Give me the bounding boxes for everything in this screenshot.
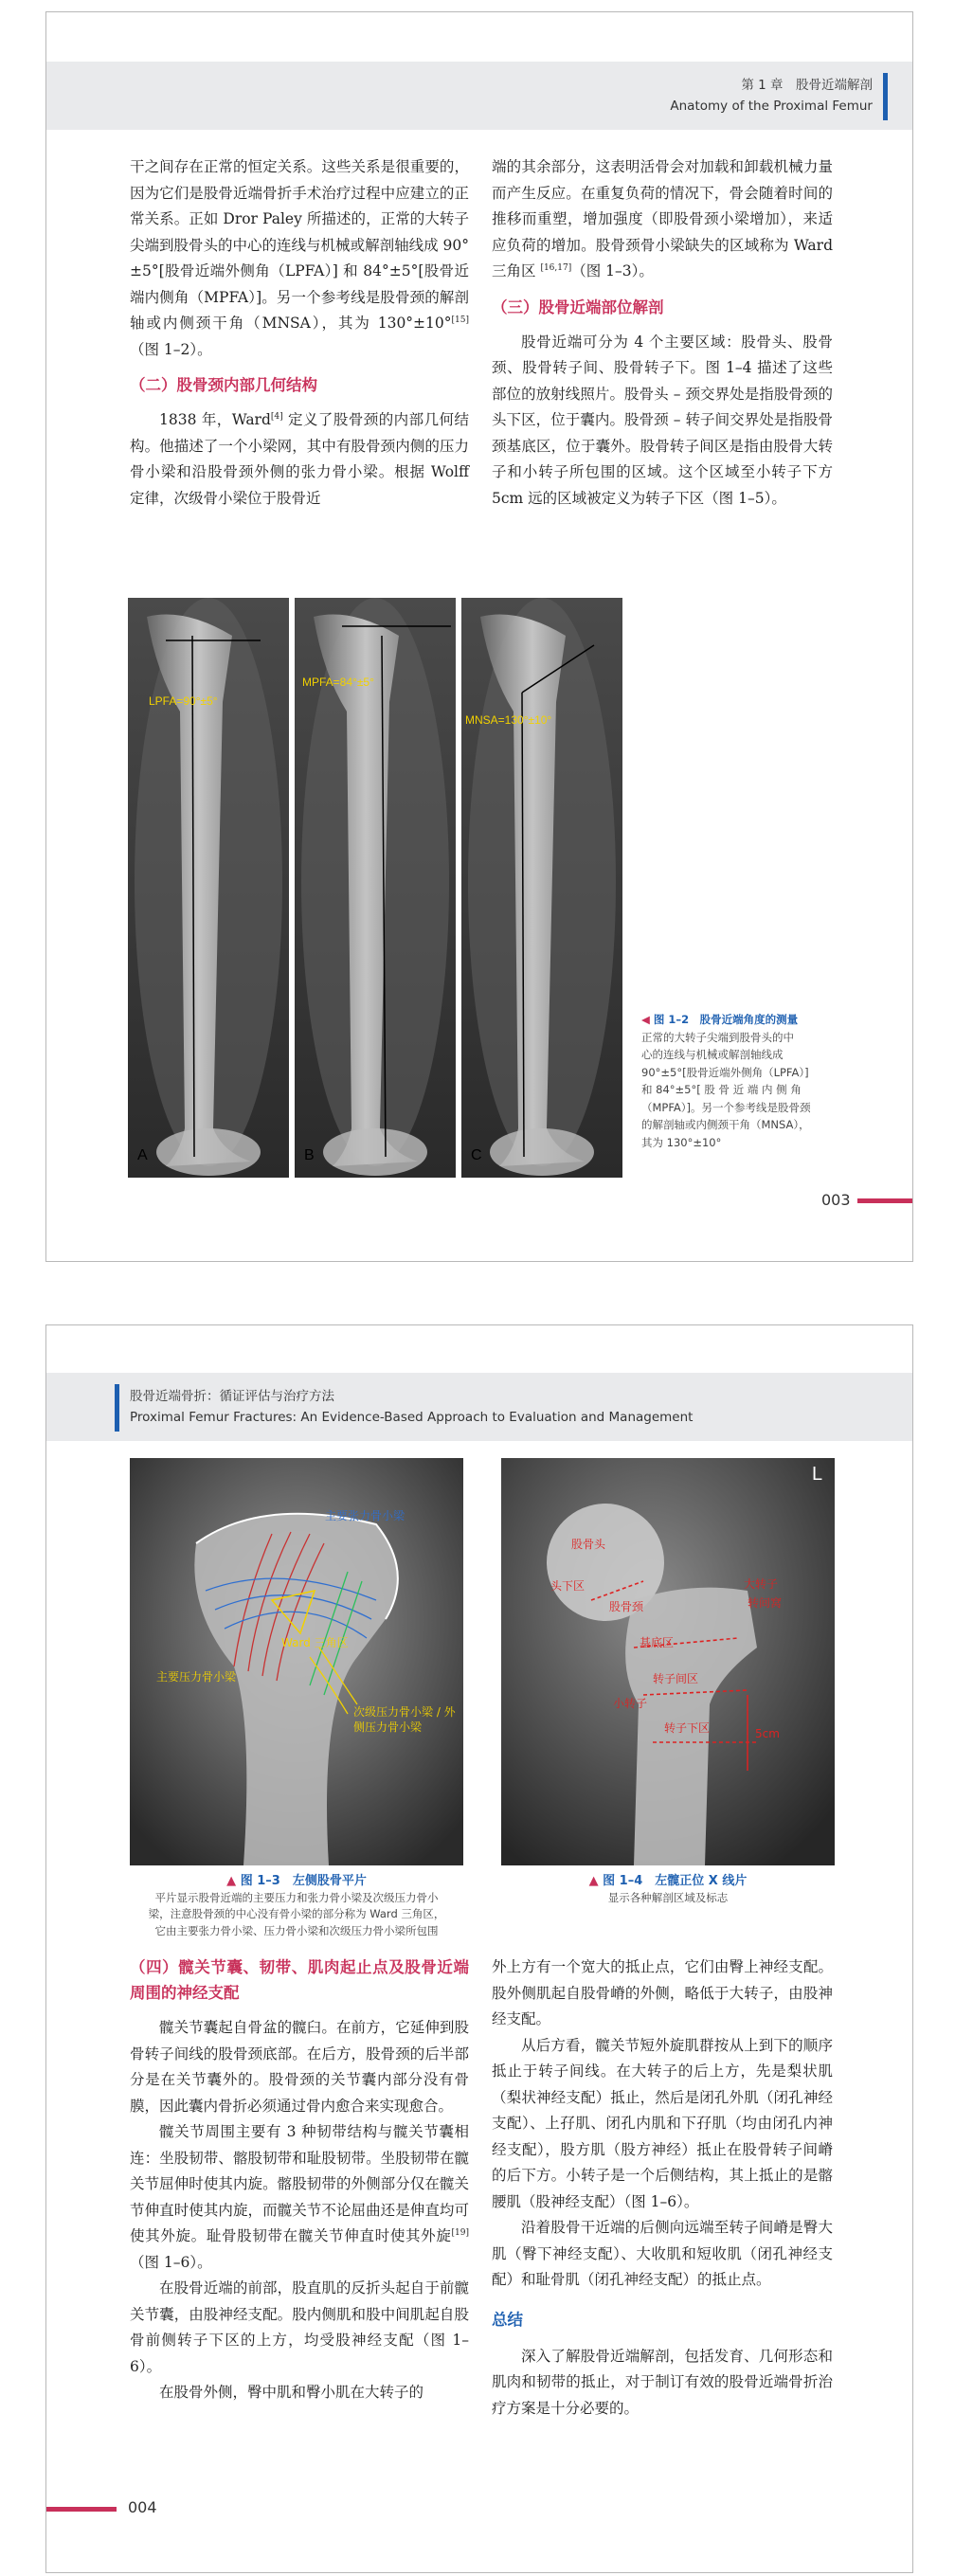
panel-letter-a: A xyxy=(137,1147,148,1163)
paragraph: 端的其余部分，这表明活骨会对加载和卸载机械力量而产生反应。在重复负荷的情况下，骨会随着时间的推移而重塑，增加强度（即股骨颈小梁增加），来适应负荷的增加。股骨颈骨小梁缺失的区域称为 Ward 三角区 [16,17]（图 1–3）。 xyxy=(492,158,833,279)
femur-xray-image xyxy=(461,598,622,1178)
label-secondary-compression: 次级压力骨小梁 / 外侧压力骨小梁 xyxy=(353,1705,456,1734)
header-chapter-en: Anatomy of the Proximal Femur xyxy=(670,99,873,114)
header-accent-bar xyxy=(115,1384,119,1432)
section-heading: （四）髋关节囊、韧带、肌肉起止点及股骨近端周围的神经支配 xyxy=(130,1958,469,2002)
header-title-en: Proximal Femur Fractures: An Evidence-Based Approach to Evaluation and Management xyxy=(130,1410,694,1425)
caption-marker: ▲ xyxy=(588,1874,599,1888)
caption-title: 图 1–2 股骨近端角度的测量 xyxy=(653,1013,799,1026)
caption-line: 心的连线与机械或解剖轴线成 xyxy=(641,1048,784,1061)
section-heading: （三）股骨近端部位解剖 xyxy=(492,297,664,316)
label-subtrochanteric: 转子下区 xyxy=(664,1721,711,1735)
trabecular-diagram xyxy=(130,1458,463,1865)
page-number-rule xyxy=(857,1198,913,1203)
label-subcapital: 头下区 xyxy=(550,1579,586,1593)
running-header xyxy=(46,62,912,130)
caption-line: （MPFA）]。另一个参考线是股骨颈 xyxy=(641,1100,811,1114)
caption-line: 它由主要张力骨小梁、压力骨小梁和次级压力骨小梁所包围 xyxy=(154,1923,439,1937)
paragraph: 深入了解股骨近端解剖，包括发育、几何形态和肌肉和韧带的抵止，对于制订有效的股骨近端骨折治疗方案是十分必要的。 xyxy=(492,2347,833,2417)
figure-1-4-caption xyxy=(499,1873,837,1906)
page-003 xyxy=(45,11,913,1262)
paragraph: 在股骨外侧，臀中肌和臀小肌在大转子的 xyxy=(159,2384,424,2401)
side-marker-l: L xyxy=(812,1464,823,1485)
right-column xyxy=(492,154,833,512)
angle-label-mpfa: MPFA=84°±5° xyxy=(302,676,374,689)
figure-1-3-radiograph xyxy=(130,1458,463,1865)
angle-label-mnsa: MNSA=130°±10° xyxy=(465,713,552,727)
hip-xray-image xyxy=(501,1458,835,1865)
radiograph-panel-b xyxy=(295,598,456,1178)
running-header xyxy=(46,1373,912,1441)
angle-label-lpfa: LPFA=90°±5° xyxy=(149,694,218,708)
label-greater-trochanter: 大转子 xyxy=(744,1577,779,1591)
citation: [16,17] xyxy=(540,262,572,273)
citation: [15] xyxy=(451,315,469,325)
section-heading: （二）股骨颈内部几何结构 xyxy=(130,376,317,394)
header-title-cn: 股骨近端骨折：循证评估与治疗方法 xyxy=(130,1389,334,1404)
caption-line: 和 84°±5°[ 股 骨 近 端 内 侧 角 xyxy=(641,1083,802,1096)
radiograph-panel-c xyxy=(461,598,622,1178)
paragraph: 沿着股骨干近端的后侧向远端至转子间嵴是臀大肌（臀下神经支配）、大收肌和短收肌（闭孔神经支配）和耻骨肌（闭孔神经支配）的抵止点。 xyxy=(492,2219,833,2288)
paragraph: 股骨近端可分为 4 个主要区域：股骨头、股骨颈、股骨转子间、股骨转子下。图 1–4 描述了这些部位的放射线照片。股骨头 – 颈交界处是指股骨颈的头下区，位于囊内。股骨颈 – 转子间交界处是指股骨颈基底区，位于囊外。股骨转子间区是指由股骨大转子和小转子所包围的区域。这个区域至小转子下方 5cm 远的区域被定义为转子下区（图 1–5）。 xyxy=(492,333,833,507)
label-trochanteric-fossa: 转间窝 xyxy=(748,1596,783,1610)
label-lesser-trochanter: 小转子 xyxy=(613,1697,648,1710)
header-accent-bar xyxy=(883,73,888,120)
figure-caption xyxy=(641,1011,840,1151)
paragraph: 1838 年，Ward[4] 定义了股骨颈的内部几何结构。他描述了一个小梁网，其中有股骨颈内侧的压力骨小梁和沿股骨颈外侧的张力骨小梁。根据 Wolff 定律，次级骨小梁位于股骨近 xyxy=(130,411,469,507)
label-primary-compression: 主要压力骨小梁 xyxy=(156,1670,237,1684)
page-number: 004 xyxy=(128,2498,157,2516)
caption-line: 的解剖轴或内侧颈干角（MNSA）， xyxy=(641,1118,810,1131)
citation: [19] xyxy=(451,2227,469,2238)
label-ward-triangle: Ward 三角区 xyxy=(281,1636,349,1649)
panel-letter-b: B xyxy=(304,1147,315,1163)
caption-line: 梁，注意股骨颈的中心没有骨小梁的部分称为 Ward 三角区， xyxy=(148,1907,445,1920)
caption-line: 正常的大转子尖端到股骨头的中 xyxy=(641,1030,794,1044)
femur-xray-image xyxy=(128,598,289,1178)
paragraph: 从后方看，髋关节短外旋肌群按从上到下的顺序抵止于转子间线。在大转子的后上方，先是梨状肌（梨状神经支配）抵止，然后是闭孔外肌（闭孔神经支配）、上孖肌、闭孔内肌和下孖肌（均由闭孔内神经支配），股方肌（股方神经）抵止在股骨转子间嵴的后下方。小转子是一个后侧结构，其上抵止的是髂腰肌（股神经支配）（图 1–6）。 xyxy=(492,2036,833,2210)
paragraph: 在股骨近端的前部，股直肌的反折头起自于前髋关节囊，由股神经支配。股内侧肌和股中间肌起自股骨前侧转子下区的上方，均受股神经支配（图 1–6）。 xyxy=(130,2279,469,2375)
left-column xyxy=(130,1955,469,2406)
paragraph: 髋关节囊起自骨盆的髋臼。在前方，它延伸到股骨转子间线的股骨颈底部。在后方，股骨颈的后半部分是在关节囊外的。股骨颈的关节囊内部分没有骨膜，因此囊内骨折必须通过骨内愈合来实现愈合。 xyxy=(130,2019,469,2115)
page-number: 003 xyxy=(821,1191,851,1209)
figure-1-4-radiograph xyxy=(501,1458,835,1865)
figure-1-3-caption xyxy=(128,1873,465,1939)
header-chapter-cn: 第 1 章 股骨近端解剖 xyxy=(741,78,873,93)
label-femoral-head: 股骨头 xyxy=(571,1538,606,1551)
paragraph: 髋关节周围主要有 3 种韧带结构与髋关节囊相连：坐股韧带、髂股韧带和耻股韧带。坐股韧带在髋关节屈伸时使其内旋。髂股韧带的外侧部分仅在髋关节伸直时使其内旋，而髋关节不论屈曲还是伸直均可使其外旋。耻骨股韧带在髋关节伸直时使其外旋[19]（图 1–6）。 xyxy=(130,2123,469,2271)
left-column xyxy=(130,154,469,512)
right-column xyxy=(492,1955,833,2422)
caption-title: 图 1–3 左侧股骨平片 xyxy=(240,1874,367,1888)
caption-line: 平片显示股骨近端的主要压力和张力骨小梁及次级压力骨小 xyxy=(154,1890,439,1904)
caption-marker: ▲ xyxy=(226,1874,237,1888)
page-number-rule xyxy=(46,2507,117,2512)
paragraph: 干之间存在正常的恒定关系。这些关系是很重要的，因为它们是股骨近端骨折手术治疗过程中应建立的正常关系。正如 Dror Paley 所描述的，正常的大转子尖端到股骨头的中心的连线与机械或解剖轴线成 90°±5°[股骨近端外侧角（LPFA）] 和 84°±5°[股骨近端内侧角（MPFA）]。另一个参考线是股骨颈的解剖轴或内侧颈干角（MNSA），其为 130°±10°[15]（图 1–2）。 xyxy=(130,158,469,358)
caption-title: 图 1–4 左髋正位 X 线片 xyxy=(603,1874,748,1888)
label-primary-tension: 主要张力骨小梁 xyxy=(325,1509,405,1522)
caption-line: 其为 130°±10° xyxy=(641,1135,722,1149)
caption-line: 90°±5°[股骨近端外侧角（LPFA）] xyxy=(641,1065,809,1079)
label-femoral-neck: 股骨颈 xyxy=(609,1600,644,1613)
radiograph-panel-a xyxy=(128,598,289,1178)
caption-line: 显示各种解剖区域及标志 xyxy=(607,1890,729,1904)
panel-letter-c: C xyxy=(471,1147,482,1163)
label-5cm: 5cm xyxy=(755,1727,780,1740)
paragraph: 外上方有一个宽大的抵止点，它们由臀上神经支配。股外侧肌起自股骨嵴的外侧，略低于大转子，由股神经支配。 xyxy=(492,1958,833,2027)
label-basicervical: 基底区 xyxy=(640,1636,675,1649)
citation: [4] xyxy=(270,411,283,422)
label-intertrochanteric: 转子间区 xyxy=(653,1672,699,1685)
summary-heading: 总结 xyxy=(492,2310,523,2329)
caption-marker: ◀ xyxy=(641,1013,650,1026)
page-004 xyxy=(45,1324,913,2573)
